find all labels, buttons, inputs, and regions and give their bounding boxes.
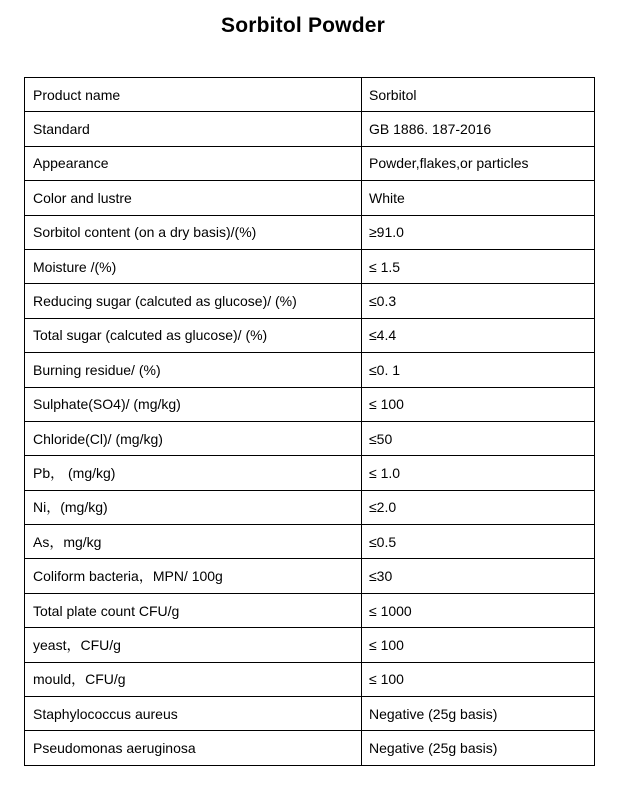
property-value-cell: Negative (25g basis) (362, 697, 595, 731)
property-name-cell: Sulphate(SO4)/ (mg/kg) (25, 387, 362, 421)
property-name-cell: Total sugar (calcuted as glucose)/ (%) (25, 318, 362, 352)
specification-table (24, 77, 595, 766)
property-value-cell: ≤ 100 (362, 387, 595, 421)
table-row (25, 593, 595, 627)
property-value-cell: ≤2.0 (362, 490, 595, 524)
table-row (25, 249, 595, 283)
property-name-cell: As，mg/kg (25, 525, 362, 559)
table-row (25, 318, 595, 352)
table-row (25, 559, 595, 593)
table-row (25, 146, 595, 180)
property-name-cell: Color and lustre (25, 181, 362, 215)
property-value-cell: ≤ 100 (362, 662, 595, 696)
property-value-cell: GB 1886. 187-2016 (362, 112, 595, 146)
property-value-cell: Powder,flakes,or particles (362, 146, 595, 180)
property-name-cell: Coliform bacteria，MPN/ 100g (25, 559, 362, 593)
property-value-cell: ≤ 1000 (362, 593, 595, 627)
property-name-cell: Burning residue/ (%) (25, 353, 362, 387)
property-name-cell: Pseudomonas aeruginosa (25, 731, 362, 765)
property-name-cell: yeast，CFU/g (25, 628, 362, 662)
property-name-cell: Staphylococcus aureus (25, 697, 362, 731)
table-row (25, 731, 595, 765)
property-name-cell: Total plate count CFU/g (25, 593, 362, 627)
property-value-cell: White (362, 181, 595, 215)
property-value-cell: ≥91.0 (362, 215, 595, 249)
table-row (25, 78, 595, 112)
property-name-cell: Sorbitol content (on a dry basis)/(%) (25, 215, 362, 249)
property-name-cell: mould，CFU/g (25, 662, 362, 696)
property-name-cell: Pb， (mg/kg) (25, 456, 362, 490)
property-value-cell: ≤0.3 (362, 284, 595, 318)
table-row (25, 662, 595, 696)
property-value-cell: ≤ 1.5 (362, 249, 595, 283)
table-row (25, 284, 595, 318)
property-value-cell: ≤50 (362, 421, 595, 455)
property-value-cell: ≤0. 1 (362, 353, 595, 387)
property-value-cell: ≤ 1.0 (362, 456, 595, 490)
property-value-cell: Negative (25g basis) (362, 731, 595, 765)
table-row (25, 215, 595, 249)
table-row (25, 421, 595, 455)
table-row (25, 181, 595, 215)
property-value-cell: ≤4.4 (362, 318, 595, 352)
table-row (25, 456, 595, 490)
table-row (25, 525, 595, 559)
property-name-cell: Ni，(mg/kg) (25, 490, 362, 524)
table-row (25, 387, 595, 421)
property-value-cell: Sorbitol (362, 78, 595, 112)
table-row (25, 490, 595, 524)
property-value-cell: ≤ 100 (362, 628, 595, 662)
property-name-cell: Reducing sugar (calcuted as glucose)/ (%) (25, 284, 362, 318)
property-name-cell: Product name (25, 78, 362, 112)
property-value-cell: ≤0.5 (362, 525, 595, 559)
property-name-cell: Appearance (25, 146, 362, 180)
property-name-cell: Moisture /(%) (25, 249, 362, 283)
table-row (25, 112, 595, 146)
table-row (25, 628, 595, 662)
document-title: Sorbitol Powder (220, 14, 385, 37)
table-row (25, 697, 595, 731)
property-value-cell: ≤30 (362, 559, 595, 593)
property-name-cell: Standard (25, 112, 362, 146)
property-name-cell: Chloride(Cl)/ (mg/kg) (25, 421, 362, 455)
table-row (25, 353, 595, 387)
